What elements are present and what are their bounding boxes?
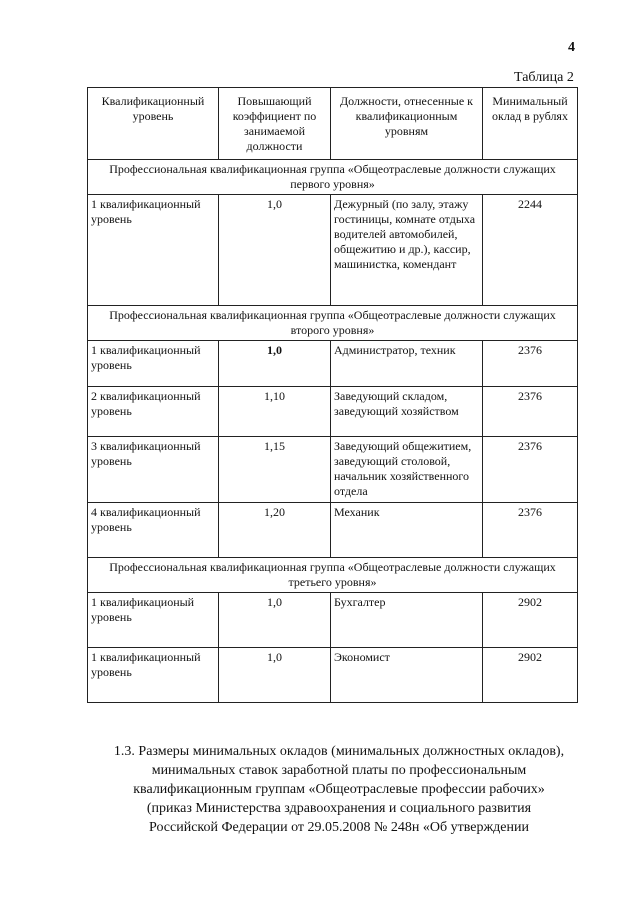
- cell-positions: Дежурный (по залу, этажу гостиницы, комнате отдыха водителей автомобилей, общежитию и др.), кассир, машинистка, комендант: [331, 195, 483, 306]
- cell-positions: Бухгалтер: [331, 593, 483, 648]
- cell-coefficient: 1,10: [219, 387, 331, 437]
- table-row: [88, 593, 578, 648]
- cell-level: 1 квалификационный уровень: [88, 195, 219, 306]
- cell-coefficient: 1,0: [219, 648, 331, 703]
- cell-coefficient: 1,0: [219, 593, 331, 648]
- header-level: Квалификационный уровень: [88, 88, 219, 160]
- cell-level: 1 квалификационный уровень: [88, 648, 219, 703]
- cell-salary: 2376: [483, 503, 578, 558]
- cell-salary: 2244: [483, 195, 578, 306]
- paragraph-line: (приказ Министерства здравоохранения и социального развития: [146, 801, 532, 816]
- cell-coefficient: 1,20: [219, 503, 331, 558]
- table-row: [88, 195, 578, 306]
- paragraph-line: минимальных ставок заработной платы по профессиональным: [151, 763, 527, 778]
- cell-level: 2 квалификационный уровень: [88, 387, 219, 437]
- cell-salary: 2902: [483, 593, 578, 648]
- group-row: [88, 558, 578, 593]
- cell-level: 1 квалификационый уровень: [88, 593, 219, 648]
- group-row: [88, 160, 578, 195]
- table-caption: Таблица 2: [514, 70, 574, 85]
- cell-level: 4 квалификационный уровень: [88, 503, 219, 558]
- closing-paragraph: [87, 742, 591, 837]
- cell-positions: Администратор, техник: [331, 341, 483, 387]
- cell-positions: Механик: [331, 503, 483, 558]
- cell-salary: 2902: [483, 648, 578, 703]
- salary-table: [87, 87, 578, 703]
- cell-level: 1 квалификационный уровень: [88, 341, 219, 387]
- header-salary: Минимальный оклад в рублях: [483, 88, 578, 160]
- paragraph-line: Российской Федерации от 29.05.2008 № 248н «Об утверждении: [149, 820, 529, 835]
- cell-coefficient: 1,0: [219, 195, 331, 306]
- paragraph-line: квалификационным группам «Общеотраслевые профессии рабочих»: [133, 782, 545, 797]
- cell-coefficient: 1,15: [219, 437, 331, 503]
- cell-level: 3 квалификационный уровень: [88, 437, 219, 503]
- group-title: Профессиональная квалификационная группа «Общеотраслевые должности служащих третьего уровня»: [88, 558, 578, 593]
- cell-positions: Экономист: [331, 648, 483, 703]
- group-row: [88, 306, 578, 341]
- header-coefficient: Повышающий коэффициент по занимаемой должности: [219, 88, 331, 160]
- paragraph-line: 1.3. Размеры минимальных окладов (минимальных должностных окладов),: [113, 744, 565, 759]
- table-row: [88, 648, 578, 703]
- group-title: Профессиональная квалификационная группа «Общеотраслевые должности служащих первого уровня»: [88, 160, 578, 195]
- page-number: 4: [568, 40, 575, 55]
- cell-positions: Заведующий общежитием, заведующий столовой, начальник хозяйственного отдела: [331, 437, 483, 503]
- table-row: [88, 387, 578, 437]
- table-row: [88, 437, 578, 503]
- table-row: [88, 341, 578, 387]
- header-positions: Должности, отнесенные к квалификационным уровням: [331, 88, 483, 160]
- cell-coefficient: 1,0: [219, 341, 331, 387]
- group-title: Профессиональная квалификационная группа «Общеотраслевые должности служащих второго уровня»: [88, 306, 578, 341]
- cell-salary: 2376: [483, 437, 578, 503]
- cell-salary: 2376: [483, 341, 578, 387]
- cell-salary: 2376: [483, 387, 578, 437]
- table-header-row: [88, 88, 578, 160]
- table-row: [88, 503, 578, 558]
- cell-positions: Заведующий складом, заведующий хозяйством: [331, 387, 483, 437]
